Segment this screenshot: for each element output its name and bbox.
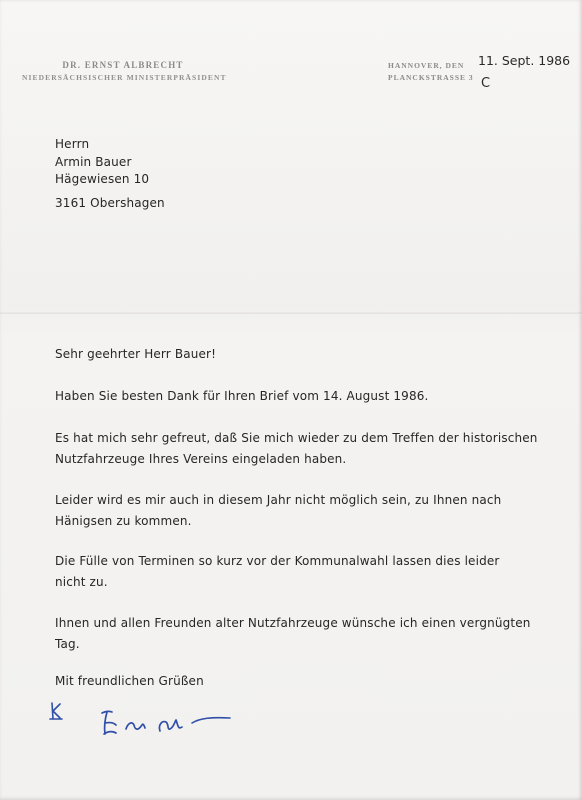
- paragraph-2-line-2: Nutzfahrzeuge Ihres Vereins eingeladen haben.: [55, 452, 347, 466]
- salutation: Sehr geehrter Herr Bauer!: [55, 347, 217, 361]
- closing: Mit freundlichen Grüßen: [55, 674, 204, 688]
- street-suffix: C: [481, 76, 491, 91]
- address-line-1: Herrn: [55, 137, 90, 151]
- paragraph-4-line-1: Die Fülle von Terminen so kurz vor der Kommunalwahl lassen dies leider: [55, 554, 500, 568]
- address-line-4: 3161 Obershagen: [55, 196, 165, 210]
- initial-mark: [48, 700, 64, 722]
- paragraph-1: Haben Sie besten Dank für Ihren Brief vom 14. August 1986.: [55, 389, 429, 403]
- paragraph-3-line-2: Hänigsen zu kommen.: [55, 514, 192, 528]
- handwritten-signature: [96, 703, 246, 743]
- letterhead-name: DR. ERNST ALBRECHT: [62, 60, 184, 70]
- paragraph-2-line-1: Es hat mich sehr gefreut, daß Sie mich wieder zu dem Treffen der historischen: [55, 431, 538, 445]
- letterhead-street: PLANCKSTRASSE 3: [388, 73, 474, 82]
- letterhead-place: HANNOVER, DEN: [388, 61, 465, 70]
- letter-date: 11. Sept. 1986: [478, 53, 571, 68]
- paragraph-5-line-1: Ihnen und allen Freunden alter Nutzfahrzeuge wünsche ich einen vergnügten: [55, 616, 531, 630]
- letterhead-title: NIEDERSÄCHSISCHER MINISTERPRÄSIDENT: [22, 73, 227, 82]
- paragraph-4-line-2: nicht zu.: [55, 575, 108, 589]
- paragraph-3-line-1: Leider wird es mir auch in diesem Jahr nicht möglich sein, zu Ihnen nach: [55, 493, 502, 507]
- address-line-3: Hägewiesen 10: [55, 172, 150, 186]
- paper-fold: [0, 312, 582, 315]
- address-line-2: Armin Bauer: [55, 155, 132, 169]
- paragraph-5-line-2: Tag.: [55, 637, 80, 651]
